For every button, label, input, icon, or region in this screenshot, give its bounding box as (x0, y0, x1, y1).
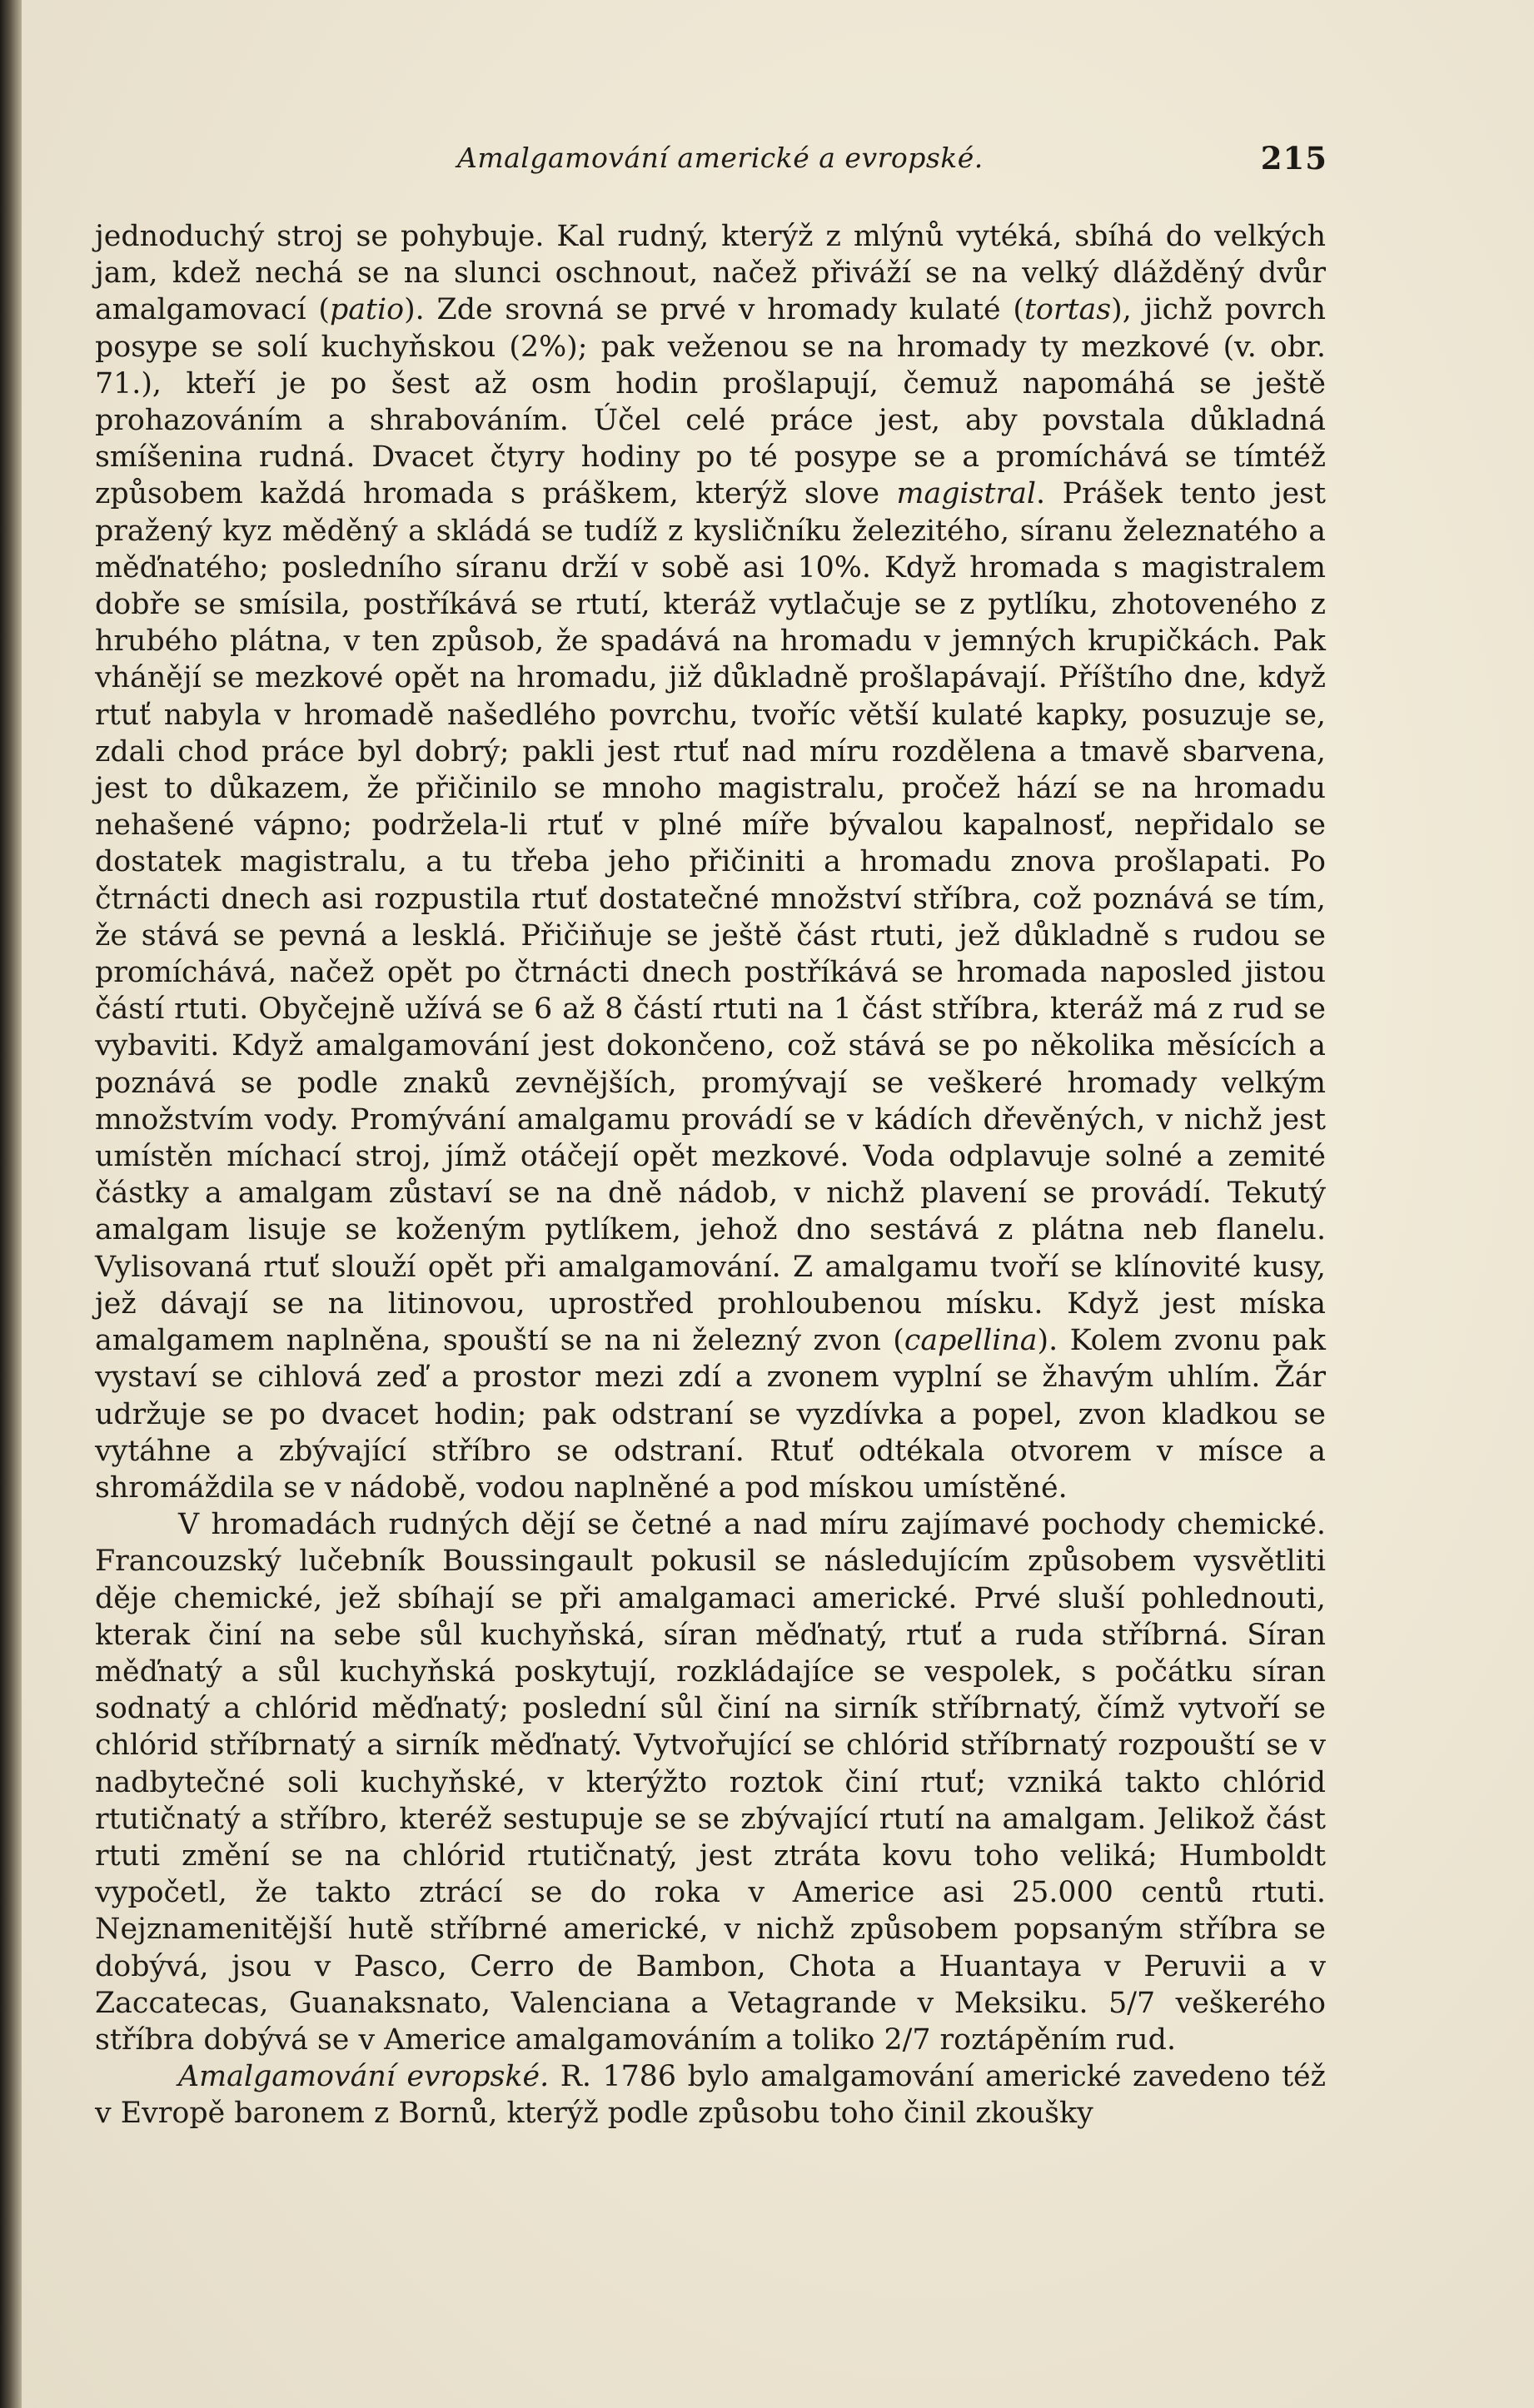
paragraph (95, 2058, 1326, 2132)
text-run: V hromadách rudných dějí se četné a nad míru zajímavé pochody chemické. Francouzský lučebník Boussingault pokusil se následujícím způsobem vysvětliti děje chemické, jež sbíhají se při amalgamaci americké. Prvé sluší pohlednouti, kterak činí na sebe sůl kuchyňská, síran měďnatý, rtuť a ruda stříbrná. Síran měďnatý a sůl kuchyňská poskytují, rozkládajíce se vespolek, s počátku síran sodnatý a chlórid měďnatý; poslední sůl činí na sirník stříbrnatý, čímž vytvoří se chlórid stříbrnatý a sirník měďnatý. Vytvořující se chlórid stříbrnatý rozpouští se v nadbytečné soli kuchyňské, v kterýžto roztok činí rtuť; vzniká takto chlórid rtutičnatý a stříbro, kteréž sestupuje se se zbývající rtutí na amalgam. Jelikož část rtuti změní se na chlórid rtutičnatý, jest ztráta kovu toho veliká; Humboldt vypočetl, že takto ztrácí se do roka v Americe asi 25.000 centů rtuti. Nejznamenitější hutě stříbrné americké, v nichž způsobem popsaným stříbra se dobývá, jsou v Pasco, Cerro de Bambon, Chota a Huantaya v Peruvii a v Zaccatecas, Guanaksnato, Valenciana a Vetagrande v Meksiku. 5/7 veškerého stříbra dobývá se v Americe amalgamováním a toliko 2/7 roztápěním rud. (95, 1508, 1326, 2057)
scan-binding-edge (0, 0, 22, 2408)
italic-term: capellina (904, 1324, 1038, 1358)
page-number: 215 (1260, 140, 1327, 177)
section-lead-in: Amalgamování evropské. (178, 2060, 550, 2094)
book-page (22, 0, 1534, 2408)
paragraph (95, 1506, 1326, 2058)
text-run: . Prášek tento jest pražený kyz měděný a skládá se tudíž z kysličníku železitého, síranu železnatého a měďnatého; posledního síranu drží v sobě asi 10%. Když hromada s magistralem dobře se smísila, postříkává se rtutí, kteráž vytlačuje se z pytlíku, zhotoveného z hrubého plátna, v ten způsob, že spadává na hromadu v jemných krupičkách. Pak vhánějí se mezkové opět na hromadu, již důkladně prošlapávají. Příštího dne, když rtuť nabyla v hromadě našedlého povrchu, tvoříc větší kulaté kapky, posuzuje se, zdali chod práce byl dobrý; pakli jest rtuť nad míru rozdělena a tmavě sbarvena, jest to důkazem, že přičinilo se mnoho magistralu, pročež hází se na hromadu nehašené vápno; podržela-li rtuť v plné míře bývalou kapalnosť, nepřidalo se dostatek magistralu, a tu třeba jeho přičiniti a hromadu znova prošlapati. Po čtrnácti dnech asi rozpustila rtuť dostatečné množství stříbra, což poznává se tím, že stává se pevná a lesklá. Přičiňuje se ještě část rtuti, jež důkladně s rudou se promíchává, načež opět po čtrnácti dnech postříkává se hromada naposled jistou částí rtuti. Obyčejně užívá se 6 až 8 částí rtuti na 1 část stříbra, kteráž má z rud se vybaviti. Když amalgamování jest dokončeno, což stává se po několika měsících a poznává se podle znaků zevnějších, promývají se veškeré hromady velkým množstvím vody. Promývání amalgamu provádí se v kádích dřevěných, v nichž jest umístěn míchací stroj, jímž otáčejí opět mezkové. Voda odplavuje solné a zemité částky a amalgam zůstaví se na dně nádob, v nichž plavení se provádí. Tekutý amalgam lisuje se koženým pytlíkem, jehož dno sestává z plátna neb flanelu. Vylisovaná rtuť slouží opět při amalgamování. Z amalgamu tvoří se klínovité kusy, jež dávají se na litinovou, uprostřed prohloubenou mísku. Když jest míska amalgamem naplněna, spouští se na ni železný zvon ( (95, 477, 1326, 1358)
running-title: Amalgamování americké a evropské. (457, 142, 984, 174)
text-run: jednoduchý stroj se pohybuje. Kal rudný, kterýž z mlýnů vytéká, sbíhá do velkých jam, kdež nechá se na slunci oschnout, načež přiváží se na velký dlážděný dvůr amalgamovací ( (95, 220, 1326, 327)
italic-term: tortas (1024, 293, 1112, 327)
italic-term: magistral (896, 477, 1037, 511)
text-run: ), jichž povrch posype se solí kuchyňskou (2%); pak veženou se na hromady ty mezkové (v. obr. 71.), kteří je po šest až osm hodin prošlapují, čemuž napomáhá se ještě prohazováním a shrabováním. Účel celé práce jest, aby povstala důkladná smíšenina rudná. Dvacet čtyry hodiny po té posype se a promíchává se tímtéž způsobem každá hromada s práškem, kterýž slove (95, 293, 1326, 511)
text-run: ). Zde srovná se prvé v hromady kulaté ( (404, 293, 1024, 327)
text-run: R. 1786 bylo amalgamování americké zavedeno též v Evropě baronem z Bornů, kterýž podle způsobu toho činil zkoušky (95, 2060, 1326, 2131)
page-header (95, 142, 1327, 183)
body-text (95, 218, 1326, 2132)
text-run: ). Kolem zvonu pak vystaví se cihlová zeď a prostor mezi zdí a zvonem vyplní se žhavým uhlím. Žár udržuje se po dvacet hodin; pak odstraní se vyzdívka a popel, zvon kladkou se vytáhne a zbývající stříbro se odstraní. Rtuť odtékala otvorem v mísce a shromáždila se v nádobě, vodou naplněné a pod mískou umístěné. (95, 1324, 1326, 1505)
italic-term: patio (330, 293, 405, 327)
paragraph (95, 218, 1326, 1506)
